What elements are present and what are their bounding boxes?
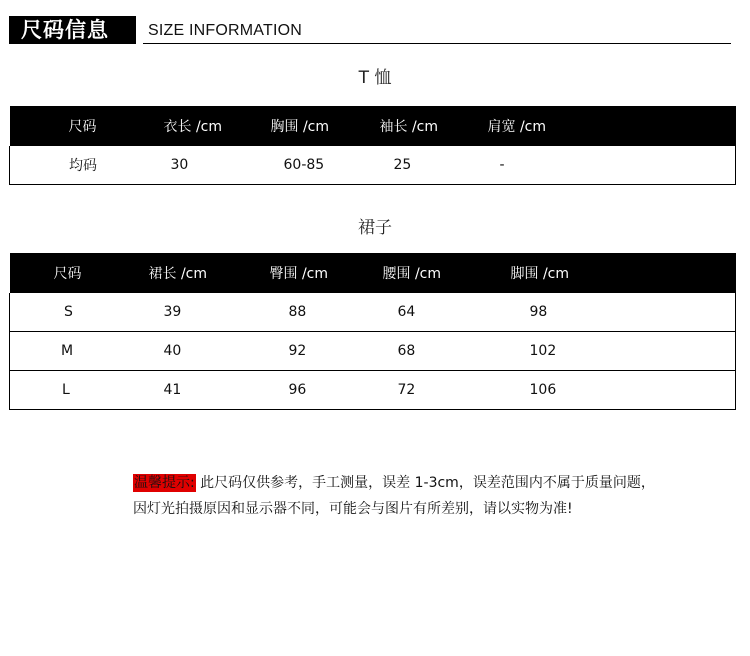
cell-hip: 88	[288, 304, 307, 320]
notice-line-2: 因灯光拍摄原因和显示器不同，可能会与图片有所差别，请以实物为准!	[133, 501, 573, 517]
notice-text-1: 此尺码仅供参考，手工测量，误差 1-3cm，误差范围内不属于质量问题，	[195, 475, 655, 491]
cell-size: S	[64, 304, 73, 320]
table-row	[10, 146, 736, 185]
table-row	[10, 371, 736, 410]
skirt-size-table	[9, 253, 736, 410]
cell-waist: 64	[397, 304, 416, 320]
care-notice	[133, 470, 655, 522]
col-length: 衣长 /cm	[163, 119, 223, 135]
cell-skirt-length: 41	[163, 382, 182, 398]
col-waist: 腰围 /cm	[382, 266, 442, 282]
cell-waist: 72	[397, 382, 416, 398]
notice-tag: 温馨提示:	[134, 475, 195, 491]
table-row	[10, 293, 736, 332]
cell-hip: 96	[288, 382, 307, 398]
table-header-row	[10, 106, 736, 146]
cell-hem: 102	[529, 343, 557, 359]
cell-sleeve: 25	[393, 157, 412, 173]
cell-skirt-length: 39	[163, 304, 182, 320]
col-skirt-length: 裙长 /cm	[148, 266, 208, 282]
col-size: 尺码	[68, 119, 97, 135]
table-row	[10, 332, 736, 371]
cell-shoulder: -	[499, 157, 505, 173]
cell-length: 30	[170, 157, 189, 173]
cell-chest: 60-85	[283, 157, 325, 173]
cell-skirt-length: 40	[163, 343, 182, 359]
col-hip: 臀围 /cm	[269, 266, 329, 282]
header-badge: 尺码信息	[9, 16, 136, 44]
cell-size: L	[62, 382, 70, 398]
cell-hem: 106	[529, 382, 557, 398]
col-chest: 胸围 /cm	[270, 119, 330, 135]
col-hem: 脚围 /cm	[510, 266, 570, 282]
skirt-title: 裙子	[358, 218, 392, 238]
notice-line-1	[133, 470, 655, 496]
col-size: 尺码	[53, 266, 82, 282]
cell-hip: 92	[288, 343, 307, 359]
col-shoulder: 肩宽 /cm	[487, 119, 547, 135]
cell-size: 均码	[69, 158, 97, 174]
cell-size: M	[61, 343, 74, 359]
table-header-row	[10, 253, 736, 293]
col-sleeve: 袖长 /cm	[379, 119, 439, 135]
tshirt-size-table	[9, 106, 736, 185]
cell-waist: 68	[397, 343, 416, 359]
cell-hem: 98	[529, 304, 548, 320]
tshirt-title: T 恤	[358, 68, 392, 88]
header-subtitle: SIZE INFORMATION	[148, 22, 303, 39]
size-info-header	[9, 16, 731, 44]
header-rule	[143, 43, 731, 44]
